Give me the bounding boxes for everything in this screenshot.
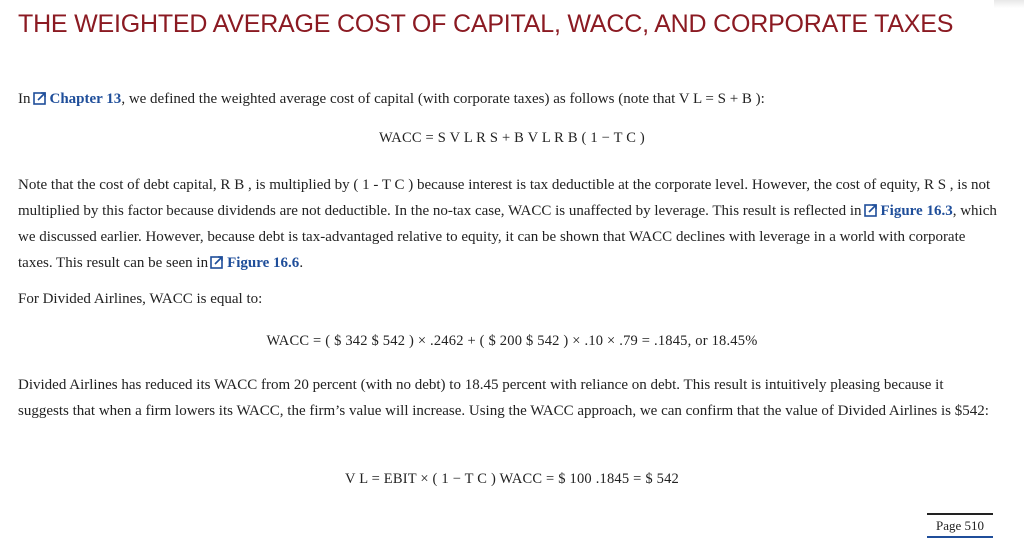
divided-airlines-wacc-equation: WACC = ( $ 342 $ 542 ) × .2462 + ( $ 200 $ 542 ) × .10 × .79 = .1845, or 18.45% — [266, 333, 758, 349]
external-link-icon — [33, 91, 47, 105]
chapter-13-link[interactable]: Chapter 13 — [49, 91, 122, 107]
firm-value-equation: V L = EBIT × ( 1 − T C ) WACC = $ 100 .1845 = $ 542 — [345, 471, 679, 487]
conclusion-paragraph: Divided Airlines has reduced its WACC from 20 percent (with no debt) to 18.45 percent with reliance on debt. This result is intuitively pleasing because it suggests that when a firm lowers its WACC, the firm’s value will increase. Using the WACC approach, we can confirm that the value of Divided Airlines is $542: — [18, 377, 989, 419]
leverage-paragraph — [18, 172, 998, 276]
figure-16-6-link[interactable]: Figure 16.6 — [227, 255, 300, 271]
leverage-text-2: , which we discussed earlier. However, because debt is tax-advantaged relative to equity, it can be shown that WACC declines with leverage in a world with corporate taxes. This result can be seen in — [18, 203, 997, 271]
leverage-text-3: . — [299, 255, 304, 271]
intro-text-before: In — [18, 91, 31, 107]
intro-paragraph — [18, 86, 998, 112]
divided-airlines-intro: For Divided Airlines, WACC is equal to: — [18, 291, 263, 307]
section-title: THE WEIGHTED AVERAGE COST OF CAPITAL, WACC, AND CORPORATE TAXES — [18, 10, 954, 38]
external-link-icon — [210, 255, 224, 269]
page-number: Page 510 — [927, 513, 993, 538]
intro-text-after: , we defined the weighted average cost of capital (with corporate taxes) as follows (note that V L = S + B ): — [121, 91, 765, 107]
external-link-icon — [864, 203, 878, 217]
wacc-equation: WACC = S V L R S + B V L R B ( 1 − T C ) — [379, 130, 645, 146]
figure-16-3-link[interactable]: Figure 16.3 — [880, 203, 953, 219]
scroll-edge — [994, 0, 1024, 8]
leverage-text-1: Note that the cost of debt capital, R B , is multiplied by ( 1 - T C ) because interest is tax deductible at the corporate level. However, the cost of equity, R S , is not multiplied by this factor because dividends are not deductible. In the no-tax case, WACC is unaffected by leverage. This result is reflected in — [18, 177, 991, 219]
